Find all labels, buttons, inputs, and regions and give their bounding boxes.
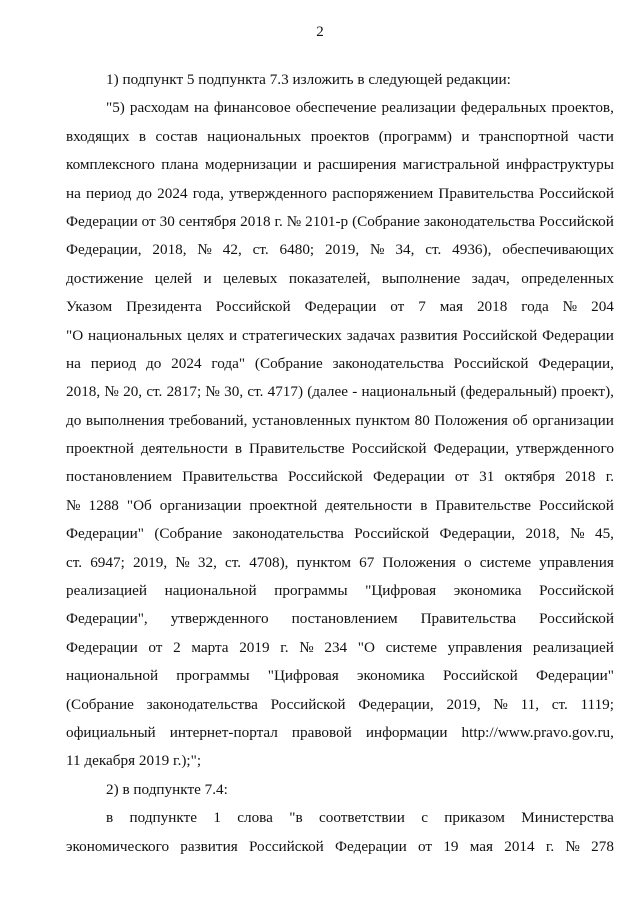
word: №	[299, 638, 314, 656]
word: 32,	[197, 553, 217, 571]
word: период	[86, 184, 132, 202]
word: от	[141, 212, 156, 230]
word: расходам	[129, 99, 189, 117]
word: Российской	[442, 667, 518, 685]
word: "О	[66, 326, 84, 344]
word: ст.	[247, 383, 264, 401]
word: входящих	[66, 127, 130, 145]
word: подпункте	[129, 809, 197, 827]
word: "Цифровая	[365, 582, 437, 600]
word: 2014	[504, 837, 535, 855]
word: части	[578, 127, 614, 145]
word: №	[570, 525, 585, 543]
text-line	[66, 123, 614, 151]
word: 80	[414, 411, 430, 429]
word: г.	[545, 837, 555, 855]
text-line	[66, 804, 614, 832]
word: марта	[191, 638, 229, 656]
word: 4717)	[267, 383, 304, 401]
word: 2024	[157, 184, 188, 202]
word: "в	[289, 809, 303, 827]
word: 1119;	[580, 695, 614, 713]
word: пунктом	[355, 411, 411, 429]
word: года	[521, 298, 549, 316]
word: 6947;	[90, 553, 125, 571]
word: в	[234, 440, 242, 458]
word: законодательства	[232, 525, 344, 543]
word: утвержденного	[516, 440, 614, 458]
word: определенных	[521, 269, 614, 287]
word: организации	[159, 496, 242, 514]
word: №	[175, 553, 190, 571]
word: 2018	[476, 298, 508, 316]
word: состав	[155, 127, 198, 145]
word: управления	[447, 638, 523, 656]
word: ст.	[551, 695, 568, 713]
word: мая	[469, 837, 493, 855]
word: №	[104, 383, 119, 401]
word: Федерации,	[538, 354, 614, 372]
word: 1288	[88, 496, 119, 514]
word: утвержденного	[170, 610, 269, 628]
word: 2024	[171, 354, 202, 372]
word: и	[303, 156, 312, 174]
word: развития	[400, 326, 458, 344]
word: Федерации,	[66, 241, 142, 259]
text-line	[66, 151, 614, 179]
word: деятельности	[325, 496, 413, 514]
word: инфраструктуры	[505, 156, 614, 174]
word: выполнение	[381, 269, 461, 287]
word: №	[370, 241, 385, 259]
word: до	[136, 184, 152, 202]
word: Федерации,	[439, 525, 516, 543]
word: экономического	[66, 837, 170, 855]
text-line	[66, 520, 614, 548]
word: №	[562, 298, 578, 316]
text-line	[66, 265, 614, 293]
word: 2018	[565, 468, 596, 486]
word: 30	[159, 212, 175, 230]
word: управления	[539, 553, 614, 571]
word: системе	[385, 638, 437, 656]
word: интернет-портал	[169, 723, 278, 741]
word: 2019	[239, 638, 270, 656]
word: Российской	[248, 837, 324, 855]
word: (программ)	[378, 127, 452, 145]
word: Федерации	[66, 212, 138, 230]
word: Российской	[462, 326, 538, 344]
word: №	[66, 496, 81, 514]
word: №	[565, 837, 580, 855]
word: законодательства	[332, 354, 444, 372]
word: национальный	[361, 383, 457, 401]
text-line	[66, 833, 614, 861]
word: и	[228, 326, 238, 344]
word: 2817;	[166, 383, 202, 401]
text-line	[66, 719, 614, 747]
word: №	[197, 241, 212, 259]
word: Правительстве	[435, 496, 532, 514]
word: транспортной	[478, 127, 569, 145]
word: Российской	[539, 496, 614, 514]
word: Федерации,	[433, 440, 510, 458]
word: проектной	[66, 440, 134, 458]
word: реализацией	[532, 638, 614, 656]
word: 6480;	[279, 241, 315, 259]
word: обеспечение	[295, 99, 377, 117]
word: Федерации	[304, 298, 377, 316]
word: реализацией	[66, 582, 147, 600]
word: обеспечивающих	[502, 241, 614, 259]
word: программы	[176, 667, 250, 685]
word: магистральной	[402, 156, 500, 174]
word: финансовое	[213, 99, 291, 117]
word: Российской	[270, 695, 346, 713]
text-line	[66, 577, 614, 605]
word: 34,	[395, 241, 415, 259]
text-line	[66, 605, 614, 633]
word: Положения	[434, 411, 508, 429]
word: 2101-р	[305, 212, 349, 230]
word: до	[66, 411, 82, 429]
word: комплексного	[66, 156, 155, 174]
word: Российской	[354, 525, 430, 543]
word: 2018,	[152, 241, 187, 259]
word: задач,	[471, 269, 510, 287]
word: проект),	[561, 383, 614, 401]
text-line	[66, 634, 614, 662]
word: системе	[479, 553, 532, 571]
word: Федерации	[335, 837, 407, 855]
word: 2019,	[132, 553, 168, 571]
word: (Собрание	[154, 525, 223, 543]
word: года,	[192, 184, 224, 202]
word: установленных	[252, 411, 352, 429]
word: достижение	[66, 269, 144, 287]
text-line	[66, 94, 614, 122]
word: информации	[365, 723, 448, 741]
word: №	[493, 695, 508, 713]
document-body	[66, 66, 614, 861]
word: 2019,	[446, 695, 481, 713]
word: Федерации	[542, 326, 614, 344]
word: до	[146, 354, 162, 372]
word: стратегических	[242, 326, 342, 344]
word: ст.	[425, 241, 442, 259]
word: постановлением	[291, 610, 398, 628]
word: Российской	[539, 582, 614, 600]
word: Федерации	[66, 638, 138, 656]
word: Президента	[126, 298, 202, 316]
word: целях	[187, 326, 225, 344]
word: плана	[161, 156, 199, 174]
word: 2	[173, 638, 181, 656]
text-line	[66, 322, 614, 350]
word: ст.	[146, 383, 163, 401]
text-line	[66, 549, 614, 577]
text-line	[66, 435, 614, 463]
word: №	[205, 383, 220, 401]
word: об	[512, 411, 528, 429]
word: 42,	[222, 241, 242, 259]
word: 20,	[123, 383, 143, 401]
word: проектов,	[551, 99, 614, 117]
text-line: 11 декабря 2019 г.);";	[66, 752, 202, 770]
text-line	[66, 378, 614, 406]
word: 278	[591, 837, 614, 855]
word: законодательства	[423, 212, 536, 230]
word: 31	[479, 468, 495, 486]
word: мая	[439, 298, 463, 316]
word: от	[148, 638, 163, 656]
word: "Об	[126, 496, 152, 514]
word: http://www.pravo.gov.ru,	[461, 723, 614, 741]
word: показателей,	[288, 269, 371, 287]
word: проектов	[310, 127, 370, 145]
word: 30,	[224, 383, 244, 401]
word: Положения	[382, 553, 456, 571]
word: "О	[357, 638, 375, 656]
word: экономика	[453, 582, 522, 600]
word: Правительства	[182, 468, 278, 486]
word: правовой	[291, 723, 352, 741]
word: "Цифровая	[267, 667, 339, 685]
word: на	[193, 99, 209, 117]
word: ст.	[252, 241, 269, 259]
text-line	[66, 407, 614, 435]
word: национальной	[164, 582, 257, 600]
word: 67	[359, 553, 375, 571]
word: Правительства	[420, 610, 517, 628]
word: о	[464, 553, 472, 571]
text-line	[66, 208, 614, 236]
word: 19	[443, 837, 459, 855]
word: от	[390, 298, 405, 316]
word: 2019,	[325, 241, 360, 259]
word: федеральных	[460, 99, 547, 117]
word: -	[352, 383, 358, 401]
word: (Собрание	[254, 354, 323, 372]
word: программы	[274, 582, 348, 600]
word: национальных	[88, 326, 183, 344]
word: от	[418, 837, 433, 855]
word: г.	[605, 468, 614, 486]
word: Федерации",	[66, 610, 148, 628]
word: 2018	[240, 212, 271, 230]
page-number: 2	[316, 24, 324, 40]
text-line	[66, 691, 614, 719]
word: ст.	[66, 553, 83, 571]
word: развития	[180, 837, 238, 855]
text-line	[66, 350, 614, 378]
word: 2018,	[525, 525, 560, 543]
word: слова	[237, 809, 273, 827]
word: 204	[591, 298, 614, 316]
word: Российской	[351, 440, 427, 458]
word: Российской	[215, 298, 291, 316]
word: приказом	[444, 809, 505, 827]
word: проектной	[249, 496, 318, 514]
word: г.	[274, 212, 283, 230]
word: постановлением	[66, 468, 173, 486]
word: Министерства	[521, 809, 614, 827]
word: Российской	[539, 184, 614, 202]
text-line	[66, 293, 614, 321]
word: октября	[504, 468, 555, 486]
word: требований,	[169, 411, 248, 429]
word: "5)	[106, 99, 125, 117]
text-line	[66, 492, 614, 520]
word: деятельности	[140, 440, 228, 458]
word: №	[286, 212, 302, 230]
text-line: 2) в подпункте 7.4:	[106, 780, 228, 798]
word: и	[203, 269, 212, 287]
word: целей	[154, 269, 193, 287]
word: на	[66, 354, 81, 372]
word: 7	[418, 298, 426, 316]
word: распоряжением	[332, 184, 434, 202]
word: задачах	[346, 326, 396, 344]
word: 234	[324, 638, 348, 656]
text-line	[66, 236, 614, 264]
word: модернизации	[204, 156, 298, 174]
word: Федерации"	[66, 525, 144, 543]
word: Российской	[539, 212, 614, 230]
word: Российской	[287, 468, 363, 486]
word: 1	[213, 809, 221, 827]
word: национальной	[66, 667, 159, 685]
word: экономика	[356, 667, 425, 685]
word: организации	[532, 411, 614, 429]
word: период	[90, 354, 137, 372]
word: (федеральный)	[460, 383, 557, 401]
text-line	[66, 180, 614, 208]
word: выполнения	[85, 411, 165, 429]
word: национальных	[207, 127, 302, 145]
word: законодательства	[146, 695, 258, 713]
word: целевых	[223, 269, 278, 287]
word: и	[461, 127, 470, 145]
text-line: 1) подпункт 5 подпункта 7.3 изложить в следующей редакции:	[106, 71, 511, 88]
word: (Собрание	[352, 212, 420, 230]
word: 11,	[520, 695, 540, 713]
word: пунктом	[296, 553, 351, 571]
word: Российской	[453, 354, 529, 372]
word: 4936),	[452, 241, 492, 259]
word: Правительстве	[248, 440, 345, 458]
word: от	[454, 468, 469, 486]
word: на	[66, 184, 81, 202]
text-line	[66, 662, 614, 690]
word: года"	[211, 354, 246, 372]
word: официальный	[66, 723, 156, 741]
word: в	[138, 127, 147, 145]
word: (далее	[307, 383, 348, 401]
text-line	[66, 463, 614, 491]
word: Правительства	[438, 184, 534, 202]
word: в	[106, 809, 114, 827]
word: (Собрание	[66, 695, 134, 713]
word: Федерации"	[536, 667, 614, 685]
word: Российской	[539, 610, 614, 628]
word: 45,	[594, 525, 614, 543]
word: Федерации	[372, 468, 445, 486]
word: г.	[280, 638, 289, 656]
word: 2018,	[66, 383, 101, 401]
word: Указом	[66, 298, 113, 316]
word: 4708),	[249, 553, 289, 571]
word: соответствии	[319, 809, 405, 827]
word: в	[420, 496, 428, 514]
word: ст.	[225, 553, 242, 571]
word: с	[421, 809, 428, 827]
word: реализации	[381, 99, 456, 117]
word: Федерации,	[358, 695, 434, 713]
word: утвержденного	[229, 184, 328, 202]
word: расширения	[317, 156, 397, 174]
word: сентября	[178, 212, 237, 230]
